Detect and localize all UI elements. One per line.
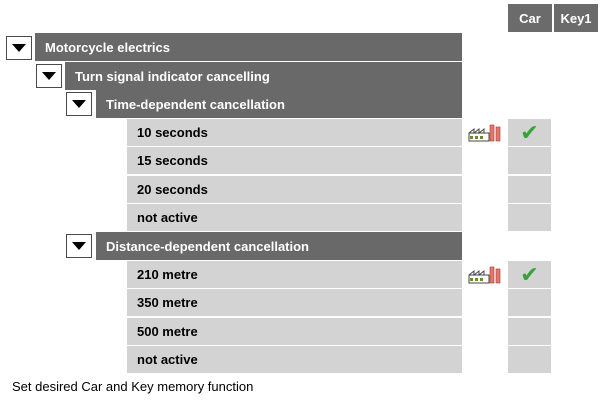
key1-header-label: Key1 [560,10,592,26]
car-select-cell[interactable] [508,261,551,288]
option-label: not active [137,352,198,367]
option-row[interactable] [127,318,462,345]
collapse-motorcycle-electrics-button[interactable] [6,36,32,60]
group-header-distance-dependent[interactable] [96,232,462,260]
option-label: 350 metre [137,295,198,310]
tree-item-label: Motorcycle electrics [45,39,171,55]
option-label: 15 seconds [137,153,208,168]
option-row[interactable] [127,176,462,203]
tree-item-label: Turn signal indicator cancelling [75,68,270,84]
collapse-turn-signal-button[interactable] [36,64,62,88]
option-row[interactable] [127,147,462,174]
option-label: 10 seconds [137,125,208,140]
car-select-cell[interactable] [508,289,551,316]
factory-icon [465,261,505,288]
car-header-label: Car [519,10,541,26]
group-header-label: Time-dependent cancellation [106,96,285,112]
option-label: not active [137,210,198,225]
option-row[interactable] [127,261,462,288]
group-header-label: Distance-dependent cancellation [106,238,309,254]
collapse-distance-dependent-button[interactable] [66,234,92,258]
option-row[interactable] [127,119,462,146]
key1-header-button[interactable] [553,3,599,33]
tree-item-turn-signal-cancelling[interactable] [65,62,462,90]
car-select-cell[interactable] [508,176,551,203]
car-select-cell[interactable] [508,147,551,174]
triangle-down-icon [12,44,26,52]
tree-item-motorcycle-electrics[interactable] [35,33,462,61]
group-header-time-dependent[interactable] [96,90,462,118]
car-select-cell[interactable] [508,346,551,373]
factory-icon [465,119,505,146]
triangle-down-icon [72,242,86,250]
checkmark-icon: ✔ [520,261,539,287]
footer-instruction [12,379,432,397]
car-header-button[interactable] [507,3,553,33]
option-row[interactable] [127,289,462,316]
option-row[interactable] [127,346,462,373]
option-row[interactable] [127,204,462,231]
collapse-time-dependent-button[interactable] [66,92,92,116]
option-label: 210 metre [137,267,198,282]
footer-text: Set desired Car and Key memory function [12,379,254,394]
triangle-down-icon [72,100,86,108]
car-select-cell[interactable] [508,119,551,146]
option-label: 500 metre [137,324,198,339]
car-select-cell[interactable] [508,318,551,345]
option-label: 20 seconds [137,182,208,197]
car-select-cell[interactable] [508,204,551,231]
checkmark-icon: ✔ [520,119,539,145]
triangle-down-icon [42,72,56,80]
